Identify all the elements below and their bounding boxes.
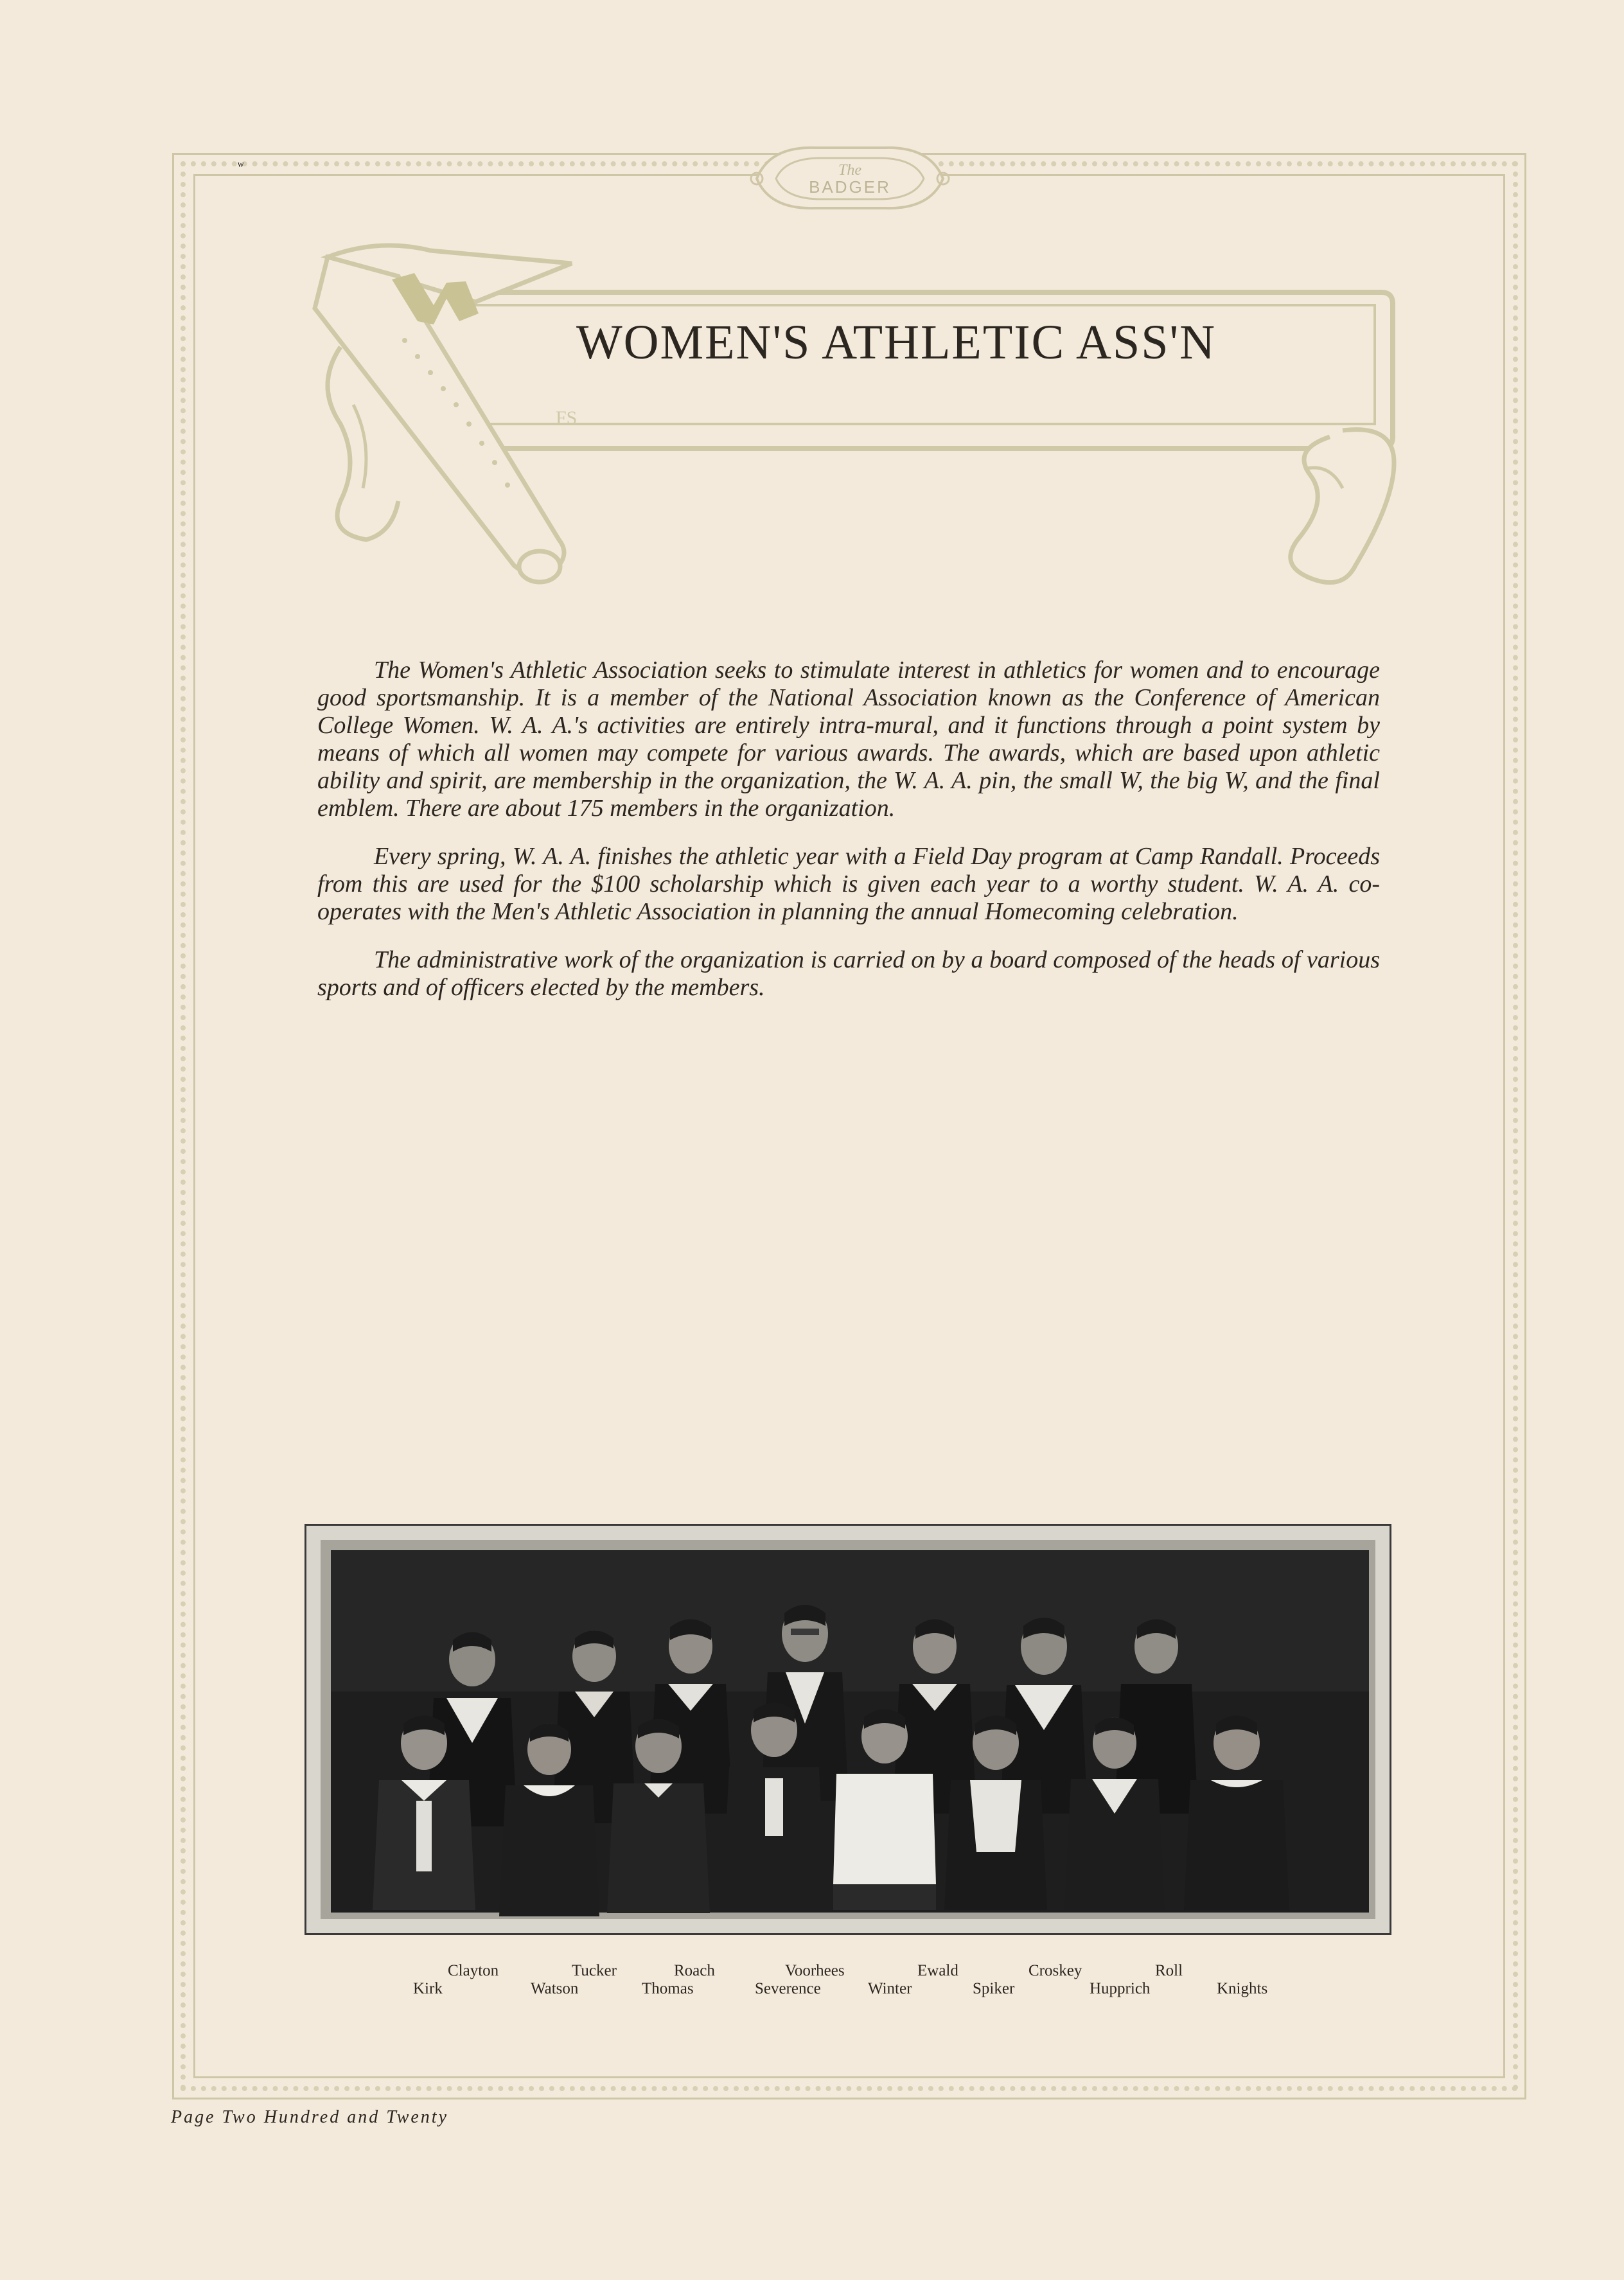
group-photo-frame [304, 1524, 1391, 1935]
pennant-w-letter: W [238, 162, 244, 169]
caption-back-row [0, 1962, 1624, 1981]
caption-name: Roll [1155, 1962, 1183, 1979]
crest-the-text: The [838, 162, 861, 179]
badger-crest-ornament [744, 134, 956, 217]
caption-name: Croskey [1028, 1962, 1082, 1979]
caption-name: Winter [868, 1980, 912, 1997]
caption-name: Watson [531, 1980, 579, 1997]
paragraph-administration: The administrative work of the organization is carried on by a board composed of the heads of various sports and of officers elected by the members. [317, 946, 1380, 1001]
caption-name: Clayton [448, 1962, 499, 1979]
crest-badger-text: BADGER [809, 177, 891, 197]
caption-name: Voorhees [785, 1962, 845, 1979]
caption-name: Kirk [413, 1980, 443, 1997]
article-body [317, 657, 1380, 1022]
caption-name: Spiker [973, 1980, 1015, 1997]
caption-name: Thomas [642, 1980, 694, 1997]
page-number-footer: Page Two Hundred and Twenty [171, 2107, 449, 2127]
caption-name: Knights [1217, 1980, 1268, 1997]
artist-initials: FS [556, 407, 578, 429]
group-photo-figures [331, 1550, 1369, 1913]
page-title: WOMEN'S ATHLETIC ASS'N [576, 315, 1217, 369]
caption-front-row [0, 1980, 1624, 1999]
caption-name: Ewald [917, 1962, 958, 1979]
caption-name: Hupprich [1090, 1980, 1151, 1997]
group-photo [331, 1550, 1365, 1909]
caption-name: Roach [674, 1962, 715, 1979]
paragraph-field-day: Every spring, W. A. A. finishes the athletic year with a Field Day program at Camp Randall. Proceeds from this are used for the $100 scholarship which is given each year to a worthy student. W. A. A. co-operates with the Men's Athletic Association in planning the annual Homecoming celebration. [317, 843, 1380, 925]
caption-name: Tucker [572, 1962, 617, 1979]
caption-name: Severence [755, 1980, 821, 1997]
paragraph-intro: The Women's Athletic Association seeks to stimulate interest in athletics for women and to encourage good sportsmanship. It is a member of the National Association known as the Conference of American College Women. W. A. A.'s activities are entirely intra-mural, and it functions through a point system by means of which all women may compete for various awards. The awards, which are based upon athletic ability and spirit, are membership in the organization, the W. A. A. pin, the small W, the big W, and the final emblem. There are about 175 members in the organization. [317, 657, 1380, 822]
